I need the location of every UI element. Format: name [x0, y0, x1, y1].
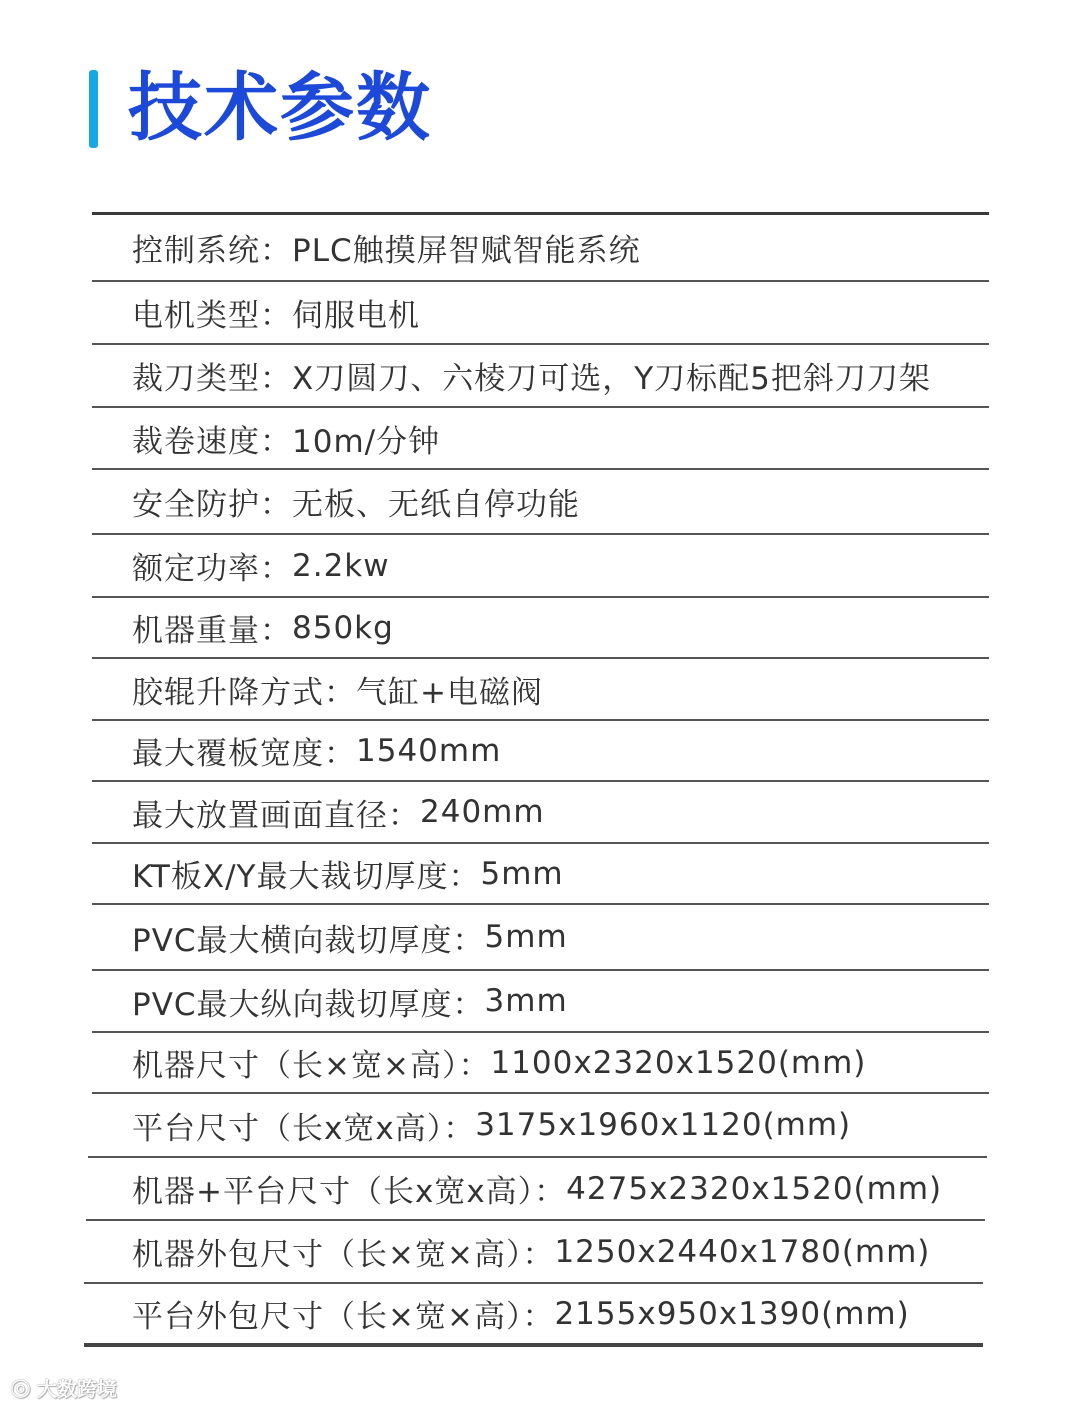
- spec-value: 4275x2320x1520(mm): [566, 1170, 943, 1207]
- spec-value: 5mm: [484, 919, 568, 955]
- spec-value: 3mm: [484, 983, 568, 1019]
- spec-row-pvc-vertical-thickness: [92, 969, 989, 1031]
- spec-label: 最大覆板宽度：: [132, 736, 356, 772]
- spec-label: 裁卷速度：: [132, 423, 292, 460]
- spec-row-machine-platform-size: [88, 1156, 987, 1219]
- spec-row-max-image-diameter: [92, 780, 989, 842]
- spec-row-max-board-width: [92, 719, 989, 780]
- spec-label: KT板X/Y最大裁切厚度：: [132, 859, 481, 895]
- spec-row-pvc-horizontal-thickness: [92, 903, 989, 969]
- spec-value: 无板、无纸自停功能: [292, 487, 580, 523]
- spec-label: 控制系统：: [132, 233, 292, 269]
- spec-row-platform-package-size: [84, 1282, 983, 1343]
- spec-value: X刀圆刀、六棱刀可选，Y刀标配5把斜刀刀架: [292, 361, 931, 397]
- spec-label: 电机类型：: [132, 298, 292, 334]
- spec-value: 3175x1960x1120(mm): [475, 1107, 852, 1143]
- spec-value: 240mm: [420, 794, 545, 830]
- spec-label: 机器+平台尺寸（长x宽x高）：: [132, 1174, 567, 1210]
- watermark: [10, 1372, 117, 1402]
- spec-label: PVC最大横向裁切厚度：: [132, 922, 485, 959]
- spec-row-kt-cut-thickness: [92, 842, 989, 903]
- spec-row-control-system: [92, 212, 989, 280]
- spec-label: 机器尺寸（长×宽×高）：: [132, 1048, 491, 1084]
- spec-value: 2.2kw: [292, 547, 390, 584]
- spec-row-platform-size: [92, 1092, 989, 1156]
- spec-row-machine-package-size: [86, 1219, 985, 1282]
- spec-row-cutter-type: [92, 343, 989, 406]
- watermark-text: 大数跨境: [36, 1376, 117, 1401]
- table-bottom-rule: [84, 1343, 983, 1347]
- spec-value: 1100x2320x1520(mm): [490, 1044, 867, 1081]
- spec-label: 额定功率：: [132, 551, 292, 587]
- spec-value: 10m/分钟: [292, 423, 441, 460]
- spec-label: 平台外包尺寸（长×宽×高）：: [132, 1299, 555, 1335]
- spec-row-motor-type: [92, 280, 989, 343]
- spec-row-rated-power: [92, 533, 989, 596]
- spec-label: 裁刀类型：: [132, 361, 292, 397]
- spec-value: 伺服电机: [292, 298, 420, 334]
- spec-value: PLC触摸屏智赋智能系统: [292, 233, 641, 269]
- spec-label: 机器重量：: [132, 613, 292, 649]
- spec-value: 1250x2440x1780(mm): [554, 1233, 931, 1270]
- spec-row-weight: [92, 596, 989, 657]
- page-title: 技术参数: [128, 65, 432, 151]
- spec-label: 胶辊升降方式：: [132, 674, 356, 711]
- spec-label: 平台尺寸（长x宽x高）：: [132, 1110, 476, 1147]
- spec-label: 最大放置画面直径：: [132, 797, 420, 834]
- spec-label: 机器外包尺寸（长×宽×高）：: [132, 1237, 555, 1273]
- spec-value: 1540mm: [356, 732, 502, 769]
- spec-row-roller-lift: [92, 657, 989, 719]
- spec-row-roll-speed: [92, 406, 989, 468]
- spec-value: 2155x950x1390(mm): [554, 1295, 910, 1332]
- spec-row-machine-size: [92, 1031, 989, 1092]
- spec-row-safety: [92, 468, 989, 533]
- spec-value: 5mm: [480, 855, 564, 892]
- spec-value: 气缸+电磁阀: [356, 674, 543, 711]
- spec-label: 安全防护：: [132, 487, 292, 523]
- spec-label: PVC最大纵向裁切厚度：: [132, 986, 485, 1023]
- weibo-eye-icon: ◎: [10, 1373, 31, 1401]
- spec-value: 850kg: [292, 609, 394, 646]
